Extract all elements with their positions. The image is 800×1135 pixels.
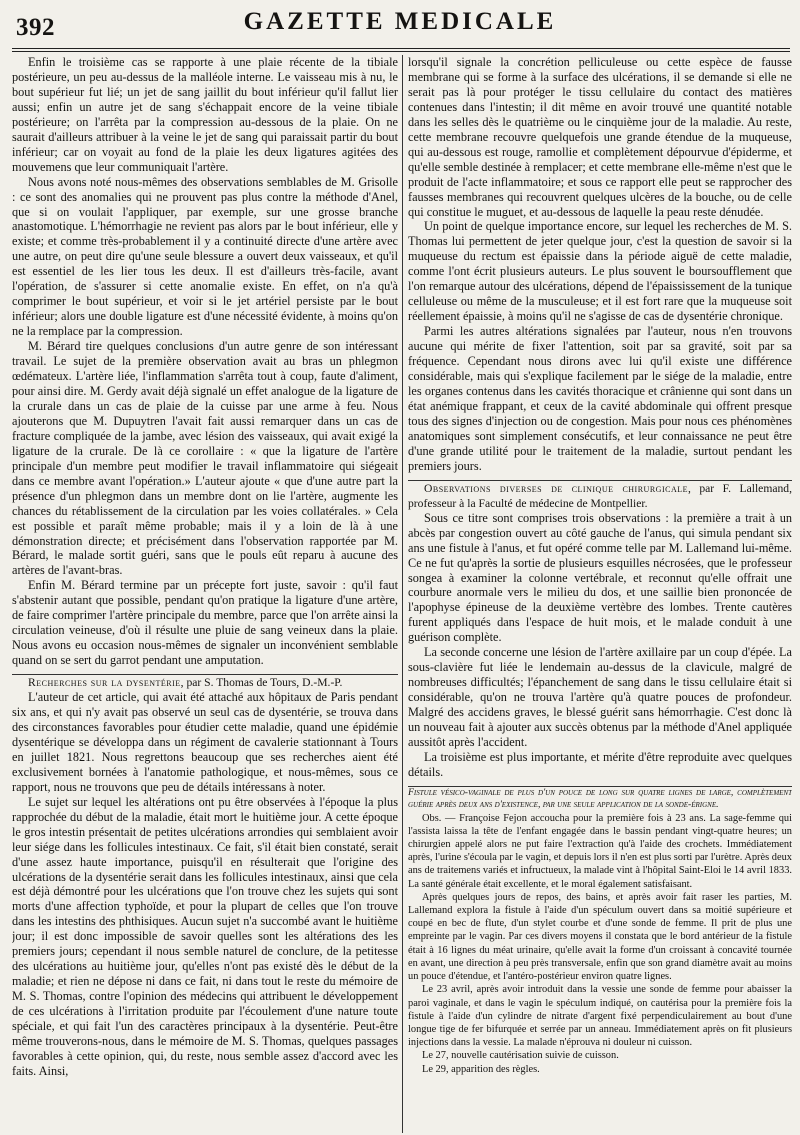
section-heading-author: , par F. Lallemand, professeur à la Faculté de médecine de Montpellier. bbox=[408, 481, 792, 510]
header-rule-double bbox=[12, 51, 790, 52]
paragraph: Parmi les autres altérations signalées par l'auteur, nous n'en trouvons aucune qui mérite de fixer l'attention, soit par sa gravité, soit par sa fréquence. Cependant nous dirons avec lui qu'il existe une différence considérable, mais qui s'explique facilement par le siége de la maladie, entre les organes contenus dans les cavités thoracique et crânienne qui sont dans un état anémique frappant, et ceux de la cavité abdominale qui offrent presque tous des signes d'injection ou de congestion. Mais pour nous ces phénomènes anatomiques sont simplement consécutifs, et leur connaissance ne peut être d'une grande utilité pour le traitement de la maladie, surtout pendant les premiers jours. bbox=[408, 324, 792, 473]
paragraph: Un point de quelque importance encore, sur lequel les recherches de M. S. Thomas lui permettent de jeter quelque jour, c'est la question de savoir si la muqueuse du rectum est épaissie dans la période aiguë de cette maladie, comme l'ont écrit plusieurs auteurs. Le plus souvent le boursoufflement que l'on remarque autour des ulcérations, dépend de l'épaississement de la tunique celluleuse ou même de la musculeuse; et il est fort rare que la muqueuse soit réellement épaissie, à moins qu'il ne s'agisse de cas de dysentérie chronique. bbox=[408, 219, 792, 324]
paragraph: Obs. — Françoise Fejon accoucha pour la première fois à 23 ans. La sage-femme qui l'assista laissa la tête de l'enfant engagée dans le bassin pendant vingt-quatre heures; un chirurgien appelé alors ne put faire l'extraction qu'à l'aide des crochets. Immédiatement après, l'urine s'écoula par le vagin, et depuis lors il n'en est plus sorti par l'urètre. Après deux ans de traitemens variés et infructueux, la malade vint à l'hôpital Saint-Eloi le 14 avril 1833. La santé générale était excellente, et le moral également satisfaisant. bbox=[408, 812, 792, 890]
case-report bbox=[408, 812, 792, 1076]
paragraph: Après quelques jours de repos, des bains, et après avoir fait raser les parties, M. Lallemand explora la fistule à l'aide d'un spéculum ouvert dans sa moitié supérieure et coupé en bec de flute, d'un stylet courbe et d'une sonde de femme. Il prit de plus une empreinte par le vagin. Par ces divers moyens il constata que le bord antérieur de la fistule était à 16 lignes du méat urinaire, qu'elle avait la forme d'un croissant à concavité tournée en avant, une direction à peu près transversale, enfin que son grand diamètre avait au moins un pouce d'étendue, et l'antéro-postérieur environ quatre lignes. bbox=[408, 891, 792, 983]
paragraph: La troisième est plus importante, et mérite d'être reproduite avec quelques détails. bbox=[408, 749, 792, 779]
left-column bbox=[12, 55, 398, 1133]
paragraph: Enfin le troisième cas se rapporte à une plaie récente de la tibiale postérieure, un peu au-dessus de la malléole interne. Le vaisseau mis à nu, le bout supérieur fut lié; un jet de sang jaillit du bout inférieur qu'il fallut lier aussi; enfin un autre jet de sang s'échappait encore de la veine tibiale postérieure; on l'arrêta par la compression au-dessous de la plaie. On ne saurait d'ailleurs attribuer à la veine le jet de sang qui paraissait partir du bout inférieur; car on voyait au fond de la plaie les deux ligatures agitées des mouvemens que leur communiquait l'artère. bbox=[12, 55, 398, 174]
paragraph: Le sujet sur lequel les altérations ont pu être observées à l'époque la plus rapprochée du début de la maladie, était mort le huitième jour. A cette époque le gros intestin présentait de petites ulcérations arrondies qui semblaient avoir leur siége dans les follicules intestinaux. Ce fait, s'il était bien constaté, serait d'une assez haute importance, puisqu'il en résulterait que l'origine des ulcérations de la dysentérie serait dans les follicules intestinaux, ainsi que cela est déjà démontré pour les ulcérations que l'on trouve chez les sujets qui sont morts d'une affection typhoïde, et pour la plupart de celles que l'on trouve dans les intestins des phthisiques. Aucun sujet n'a succombé avant le huitième jour; il est donc impossible de savoir quelles sont les altérations des les premiers jours; cependant il nous semble naturel de conclure, de la petitesse des ulcérations au huitième jour, qu'elles n'ont pas existé dès le début de la maladie; et rien ne dépose ni dans ce fait, ni dans tout le reste du mémoire de M. S. Thomas, contre l'opinion des médecins qui attribuent le développement de ces ulcérations à l'irritation produite par l'écoulement d'une nature toute spéciale, et qui fait l'un des caractères principaux à la dysentérie. Peut-être même trouverons-nous, dans le mémoire de M. S. Thomas, quelques passages favorables à cette opinion, qui, du reste, nous semble assez d'accord avec les faits. Ainsi, bbox=[12, 794, 398, 1078]
section-heading-title: Recherches sur la dysentérie bbox=[28, 676, 181, 690]
section-heading-author: , par S. Thomas de Tours, D.-M.-P. bbox=[180, 676, 343, 690]
paragraph: La seconde concerne une lésion de l'artère axillaire par un coup d'épée. La sous-clavière fut liée le lendemain au-dessus de la clavicule, malgré de nombreuses difficultés; l'épanchement de sang dans le tissu cellulaire était si considérable, qu'on ne trouva l'artère qu'à quatre pouces de profondeur. Malgré des accidens graves, le blessé guérit sans hémorrhagie. C'est donc là un nouveau fait à ajouter aux succès obtenus par la méthode d'Anel appliquée aussitôt après l'accident. bbox=[408, 645, 792, 749]
paragraph: Nous avons noté nous-mêmes des observations semblables de M. Grisolle : ce sont des anomalies qui ne prouvent pas plus contre la méthode d'Anel, que si on voulait l'appliquer, par exemple, sur une grosse branche anastomotique. L'hémorrhagie ne revient pas alors par le bout inférieur, elle y existe; et comme très-probablement il y a continuité directe d'une artère avec une autre, on peut dire qu'une seule blessure a ouvert deux vaisseaux, et qu'il est essentiel de les lier tous les deux. Il est d'ailleurs très-facile, avant l'opération, de s'assurer si cette anomalie existe. En effet, on n'a qu'à comprimer le bout supérieur, et voir si le jet artériel persiste par le bout inférieur; alors une double ligature est d'une nécessité évidente, à moins qu'on ne la remplace par la compression. bbox=[12, 174, 398, 339]
header-rule bbox=[12, 48, 790, 49]
paragraph: Le 23 avril, après avoir introduit dans la vessie une sonde de femme pour abaisser la paroi vaginale, et dans le vagin le spéculum indiqué, on cautérisa pour la première fois la fistule à l'aide d'un cylindre de nitrate d'argent fixé perpendiculairement au bout d'une longue tige de fer bifurquée et serrée par un anneau. Immédiatement après on fit plusieurs injections dans la vessie. La malade n'éprouva ni douleur ni cuisson. bbox=[408, 984, 792, 1049]
paragraph: Le 27, nouvelle cautérisation suivie de cuisson. bbox=[422, 1050, 619, 1062]
page-number: 392 bbox=[16, 14, 55, 41]
journal-title: GAZETTE MEDICALE bbox=[243, 8, 557, 35]
paragraph: Le 29, apparition des règles. bbox=[422, 1063, 540, 1075]
section-heading bbox=[12, 675, 398, 690]
paragraph: Enfin M. Bérard termine par un précepte fort juste, savoir : qu'il faut s'abstenir autant que possible, pendant qu'on pratique la ligature d'une artère, de faire comprimer l'artère principale du membre, parce que l'on arrête ainsi la circulation veineuse, d'où il résulte une pluie de sang veineux dans la plaie. Nous avons eu occasion nous-mêmes de signaler un inconvénient semblable quand on se sert du garrot pendant une amputation. bbox=[12, 578, 398, 668]
section-heading bbox=[408, 481, 792, 511]
paragraph: Sous ce titre sont comprises trois observations : la première a trait à un abcès par congestion ouvert au côté gauche de l'anus, qui simula pendant six ans une fistule à l'anus, et fut opéré comme telle par M. Lallemand lui-même. Ce ne fut qu'après la sortie de plusieurs esquilles nécrosées, que le professeur songea à examiner la colonne vertébrale, et reconnut qu'elle offrait une courbure anormale vers le milieu du dos, et une saillie bien prononcée de l'apophyse épineuse de la deuxième vertèbre des lombes. Trente cautères furent appliqués dans l'espace de huit mois, et le malade conduit à une guérison complète. bbox=[408, 510, 792, 645]
paragraph: L'auteur de cet article, qui avait été attaché aux hôpitaux de Paris pendant six ans, et qui n'y avait pas observé un seul cas de dysentérie, se trouva dans des circonstances favorables pour étudier cette maladie, quand une épidémie dysentérique se développa dans un régiment de cavalerie stationnant à Tours en juillet 1821. Nous regrettons beaucoup que ses recherches aient été exclusivement bornées à l'anatomie pathologique, et nous-mêmes, sous ce rapport, nous ne trouvons que peu de détails intéressans à noter. bbox=[12, 690, 398, 794]
paragraph: lorsqu'il signale la concrétion pelliculeuse ou cette espèce de fausse membrane qui se forme à la surface des ulcérations, il se demande si elle ne serait pas là pour protéger le tissu cellulaire du contact des matières contenues dans l'intestin; il dit même en avoir trouvé une quantité notable dans les selles dès le quatrième ou le cinquième jour de la maladie. Au reste, cette membrane recouvre quelquefois une grande étendue de la muqueuse, qui au-dessous est rouge, ramollie et complètement dépourvue d'épiderme, et qu'elle semble destinée à remplacer; et cette membrane elle-même n'est que le produit de l'acte inflammatoire; et sous ce rapport elle peut se rapprocher des fausses membranes qui recouvrent quelques ulcères de la bouche, ou de celle qui constitue le muguet, et au-dessous de laquelle la peau reste dénudée. bbox=[408, 55, 792, 219]
right-column bbox=[408, 55, 792, 1133]
case-heading: Fistule vésico-vaginale de plus d'un pouce de long sur quatre lignes de large, complètement guérie après deux ans d'existence, par une seule application de la sonde-érigne. bbox=[408, 786, 792, 811]
section-heading-title: Observations diverses de clinique chirurgicale bbox=[424, 481, 688, 495]
paragraph: M. Bérard tire quelques conclusions d'un autre genre de son intéressant travail. Le sujet de la première observation avait au bras un phlegmon œdémateux. L'artère liée, l'inflammation s'arrêta tout à coup, faute d'aliment, pour ainsi dire. M. Gerdy avait déjà signalé un effet analogue de la ligature de la crurale dans un cas de plaie de la cuisse par une arme à feu. Nous ajouterons que M. Dupuytren l'avait fait aussi remarquer dans un cas de fracture compliquée de la jambe, avec lésion des vaisseaux, qui avait exigé la ligature de la crurale. De là ce corollaire : « que la ligature de l'artère principale d'un membre peut modifier le travail inflammatoire qui siégeait dans ce membre avant l'opération.» L'auteur ajoute « que d'une autre part la présence d'un phlegmon dans un membre dont on lie l'artère, augmente les chances du rétablissement de la circulation par les voies collatérales. » Cela est possible et paraît même probable; mais il y a loin de là à une démonstration directe; et précisément dans l'observation rapportée par M. Bérard, le malade sortit guéri, sans que le pouls eût reparu à aucune des artères de l'avant-bras. bbox=[12, 339, 398, 578]
column-divider bbox=[402, 55, 403, 1133]
